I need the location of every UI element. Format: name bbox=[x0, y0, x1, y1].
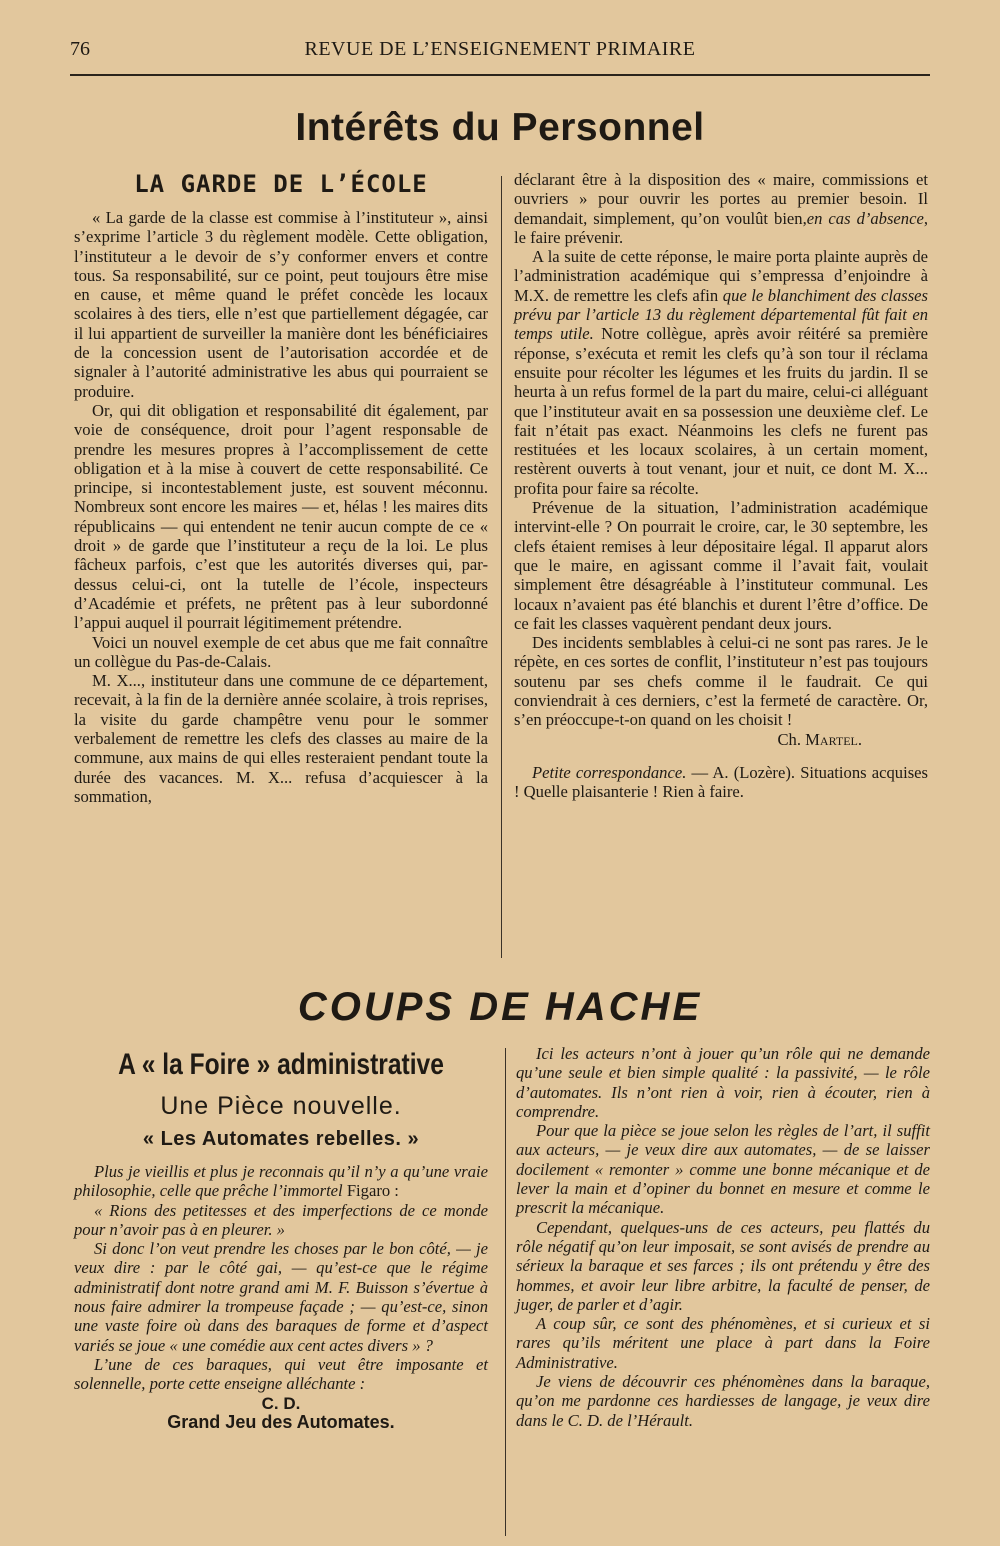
article-title-garde: LA GARDE DE L’ÉCOLE bbox=[134, 170, 428, 198]
paragraph: « Rions des petitesses et des imperfections de ce monde pour n’avoir pas à en pleurer. » bbox=[74, 1200, 488, 1239]
paragraph: Pour que la pièce se joue selon les règles de l’art, il suffit aux acteurs, — je veux dire aux automates, — de se laisser docilement « remonter » comme une bonne mécanique et de lever la main et d’opiner du bonnet en mesure et comme le prescrit la mécanique. bbox=[516, 1121, 930, 1218]
sign-grand-jeu: Grand Jeu des Automates. bbox=[167, 1411, 395, 1432]
correspondence: Petite correspondance. — A. (Lozère). Situations acquises ! Quelle plaisanterie ! Rien à faire. bbox=[514, 762, 928, 802]
running-title: REVUE DE L’ENSEIGNEMENT PRIMAIRE bbox=[304, 38, 696, 60]
header-rule bbox=[70, 74, 930, 76]
article-column-right bbox=[514, 170, 928, 802]
paragraph: L’une de ces baraques, qui veut être imposante et solennelle, porte cette enseigne alléchante : bbox=[74, 1354, 488, 1394]
paragraph: Des incidents semblables à celui-ci ne sont pas rares. Je le répète, en ces sortes de conflit, l’instituteur n’est pas toujours soutenu par ses chefs comme il le faudrait. Ce qui conviendrait à ces derniers, c’est la fermeté de caractère. Or, s’en préoccupe-t-on quand on les choisit ! bbox=[514, 633, 928, 730]
paragraph: « La garde de la classe est commise à l’instituteur », ainsi s’exprime l’article 3 du règlement modèle. Cette obligation, l’instituteur a le devoir de s’y conformer envers et contre tous. Sa responsabilité, sur ce point, peut toujours être mise en cause, et même quand le préfet concède les locaux scolaires à des tiers, elle n’est que partiellement dégagée, car il lui appartient de surveiller la manière dont les bénéficiaires de la concession usent de l’autorisation accordée et de signaler à l’autorité administrative les abus qui pourraient se produire. bbox=[74, 208, 488, 401]
paragraph: déclarant être à la disposition des « maire, commissions et ouvriers » pour ouvrir les portes au premier besoin. Il demandait, simplement, qu’on voulût bien,en cas d’absence, le faire prévenir. bbox=[514, 170, 928, 247]
article2-column-left bbox=[74, 1162, 488, 1432]
paragraph: Voici un nouvel exemple de cet abus que me fait connaître un collègue du Pas-de-Calais. bbox=[74, 632, 488, 671]
column-divider bbox=[505, 1048, 506, 1536]
paragraph: Plus je vieillis et plus je reconnais qu’il n’y a qu’une vraie philosophie, celle que prêche l’immortel Figaro : bbox=[74, 1162, 488, 1201]
paragraph: Si donc l’on veut prendre les choses par le bon côté, — je veux dire : par le côté gai, — qu’est-ce que le régime administratif dont notre grand ami M. F. Buisson s’évertue à nous faire admirer la trompeuse façade ; — qu’est-ce, sinon une vaste foire où dans des baraques de forme et d’aspect variés se joue « une comédie aux cent actes divers » ? bbox=[74, 1239, 488, 1355]
section-title-coups-de-hache: COUPS DE HACHE bbox=[297, 985, 703, 1029]
paragraph: Or, qui dit obligation et responsabilité dit également, par voie de conséquence, droit pour l’agent responsable de prendre les mesures propres à l’accomplissement de cette obligation et à la mise à couvert de cette responsabilité. Ce principe, si incontestablement juste, est souvent méconnu. Nombreux sont encore les maires — et, hélas ! les maires dits républicains — qui entendent ne tenir aucun compte de ce « droit » de garde que l’instituteur a reçu de la loi. Le plus fâcheux parfois, c’est que les autorités diverses qui, par-dessus celui-ci, ont la tutelle de l’école, inspecteurs d’Académie et préfets, ne prêtent pas à leur subordonné l’appui auquel il pourrait légitimement prétendre. bbox=[74, 400, 488, 633]
paragraph: Prévenue de la situation, l’administration académique intervint-elle ? On pourrait le croire, car, le 30 septembre, les clefs étaient remises à leur dépositaire légal. Il apparut alors que le maire, en agissant comme il l’avait fait, voulait simplement être désagréable à l’instituteur communal. Les locaux n’avaient pas été blanchis et durent l’être d’office. De ce fait les classes vaquèrent pendant deux jours. bbox=[514, 498, 928, 633]
column-divider bbox=[501, 176, 502, 958]
article-subtitle-automates: « Les Automates rebelles. » bbox=[142, 1128, 420, 1150]
page-number: 76 bbox=[70, 38, 90, 60]
paragraph: Ici les acteurs n’ont à jouer qu’un rôle qui ne demande qu’une seule et bien simple qualité : la passivité, — le rôle d’automates. Ils n’ont rien à voir, rien à écouter, rien à comprendre. bbox=[516, 1044, 930, 1121]
paragraph: Je viens de découvrir ces phénomènes dans la baraque, qu’on me pardonne ces hardiesses de langage, je veux dire dans le C. D. de l’Hérault. bbox=[516, 1372, 930, 1430]
paragraph: Cependant, quelques-uns de ces acteurs, peu flattés du rôle négatif qu’on leur imposait, se sont avisés de prendre au sérieux la baraque et ses farces ; ils ont prétendu y être des hommes, et avoir leur libre arbitre, la faculté de penser, de juger, de parler et d’agir. bbox=[516, 1217, 930, 1314]
paragraph: A la suite de cette réponse, le maire porta plainte auprès de l’administration académique qui s’empressa d’enjoindre à M.X. de remettre les clefs afin que le blanchiment des classes prévu par l’article 13 du règlement départemental fût fait en temps utile. Notre collègue, après avoir réitéré sa première réponse, s’exécuta et remit les clefs qu’à son tour il réclama ensuite pour récolter les légumes et les fruits du jardin. Il se heurta à un refus formel de la part du maire, celui-ci alléguant que l’instituteur avait en sa possession une deuxième clef. Le fait n’était pas exact. Néanmoins les clefs ne furent pas restituées et les locaux scolaires, à un certain moment, restèrent ouverts à tout venant, jour et nuit, ce dont M. X... profita pour faire sa récolte. bbox=[514, 247, 929, 498]
signature: Ch. Martel. bbox=[777, 729, 862, 749]
paragraph: M. X..., instituteur dans une commune de ce département, recevait, à la fin de la dernière année scolaire, à trois reprises, la visite du garde champêtre venu pour le sommer verbalement de remettre les clefs des classes au maire de la commune, aux mains de qui elles resteraient pendant toute la durée des vacances. M. X... refusa d’acquiescer à la sommation, bbox=[74, 671, 488, 806]
page-header bbox=[70, 38, 930, 64]
article-column-left bbox=[74, 208, 488, 806]
article-title-foire: A « la Foire » administrative bbox=[118, 1048, 444, 1081]
signature-cd: C. D. bbox=[261, 1393, 301, 1413]
article2-column-right bbox=[516, 1044, 930, 1430]
section-title-interets: Intérêts du Personnel bbox=[295, 106, 705, 149]
article-subtitle-piece: Une Pièce nouvelle. bbox=[160, 1092, 402, 1120]
paragraph: A coup sûr, ce sont des phénomènes, et si curieux et si rares qu’ils méritent une place à part dans la Foire Administrative. bbox=[516, 1314, 930, 1372]
